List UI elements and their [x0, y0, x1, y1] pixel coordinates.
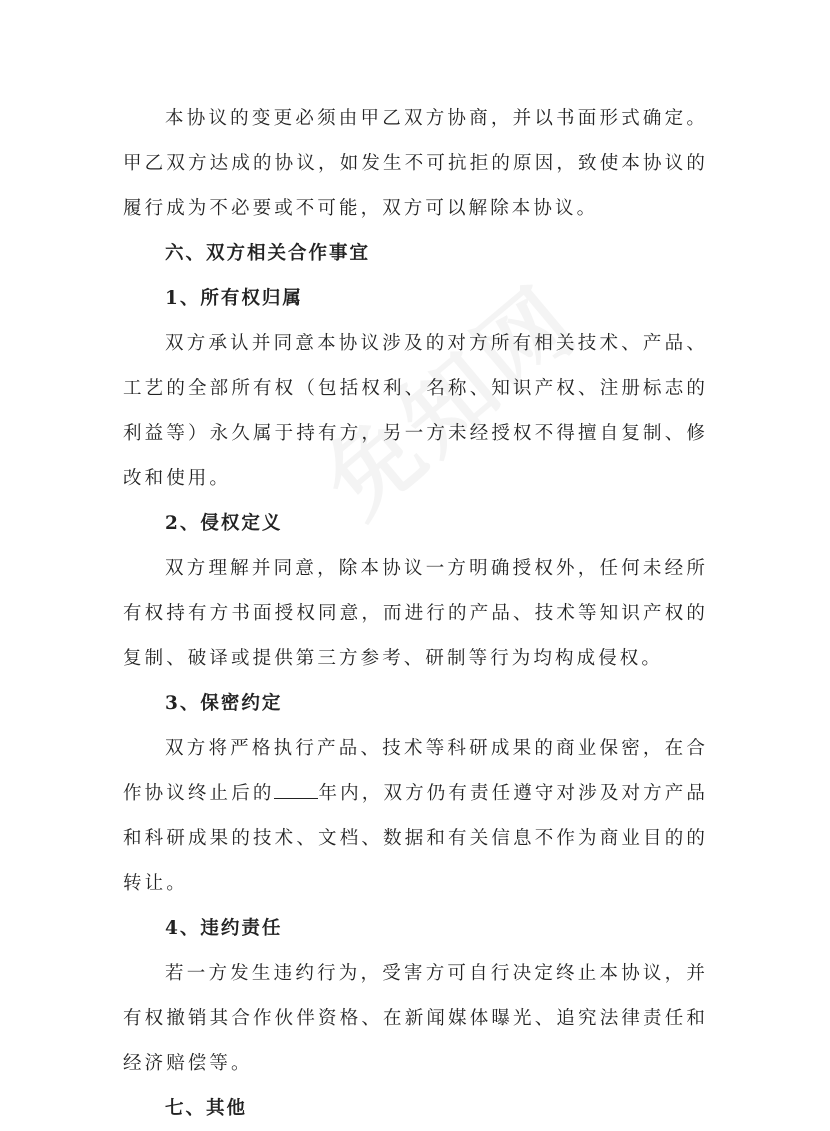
paragraph-infringement: 双方理解并同意，除本协议一方明确授权外，任何未经所有权持有方书面授权同意，而进行的产品、技术等知识产权的复制、破译或提供第三方参考、研制等行为均构成侵权。: [123, 558, 708, 669]
section-heading-7: 七、其他: [165, 1098, 248, 1119]
subheading-ownership: 1、所有权归属: [165, 288, 303, 309]
blank-years-field: [274, 782, 318, 799]
section-heading-6: 六、双方相关合作事宜: [165, 243, 371, 264]
paragraph-amendment: 本协议的变更必须由甲乙双方协商，并以书面形式确定。甲乙双方达成的协议，如发生不可抗拒的原因，致使本协议的履行成为不必要或不可能，双方可以解除本协议。: [123, 108, 708, 219]
paragraph-confidentiality: [123, 726, 708, 906]
paragraph-ownership: 双方承认并同意本协议涉及的对方所有相关技术、产品、工艺的全部所有权（包括权利、名称、知识产权、注册标志的利益等）永久属于持有方，另一方未经授权不得擅自复制、修改和使用。: [123, 333, 708, 489]
paragraph-breach: 若一方发生违约行为，受害方可自行决定终止本协议，并有权撤销其合作伙伴资格、在新闻媒体曝光、追究法律责任和经济赔偿等。: [123, 963, 708, 1074]
subheading-infringement: 2、侵权定义: [165, 513, 283, 534]
confidentiality-text-after: 年内，双方仍有责任遵守对涉及对方产品和科研成果的技术、文档、数据和有关信息不作为商业目的的转让。: [123, 783, 708, 894]
subheading-confidentiality: 3、保密约定: [165, 693, 283, 714]
subheading-breach: 4、违约责任: [165, 918, 283, 939]
document-page: [123, 96, 708, 1131]
confidentiality-text-before: 双方将严格执行产品、技术等科研成果的商业保密，在合作协议终止后的: [123, 738, 708, 804]
